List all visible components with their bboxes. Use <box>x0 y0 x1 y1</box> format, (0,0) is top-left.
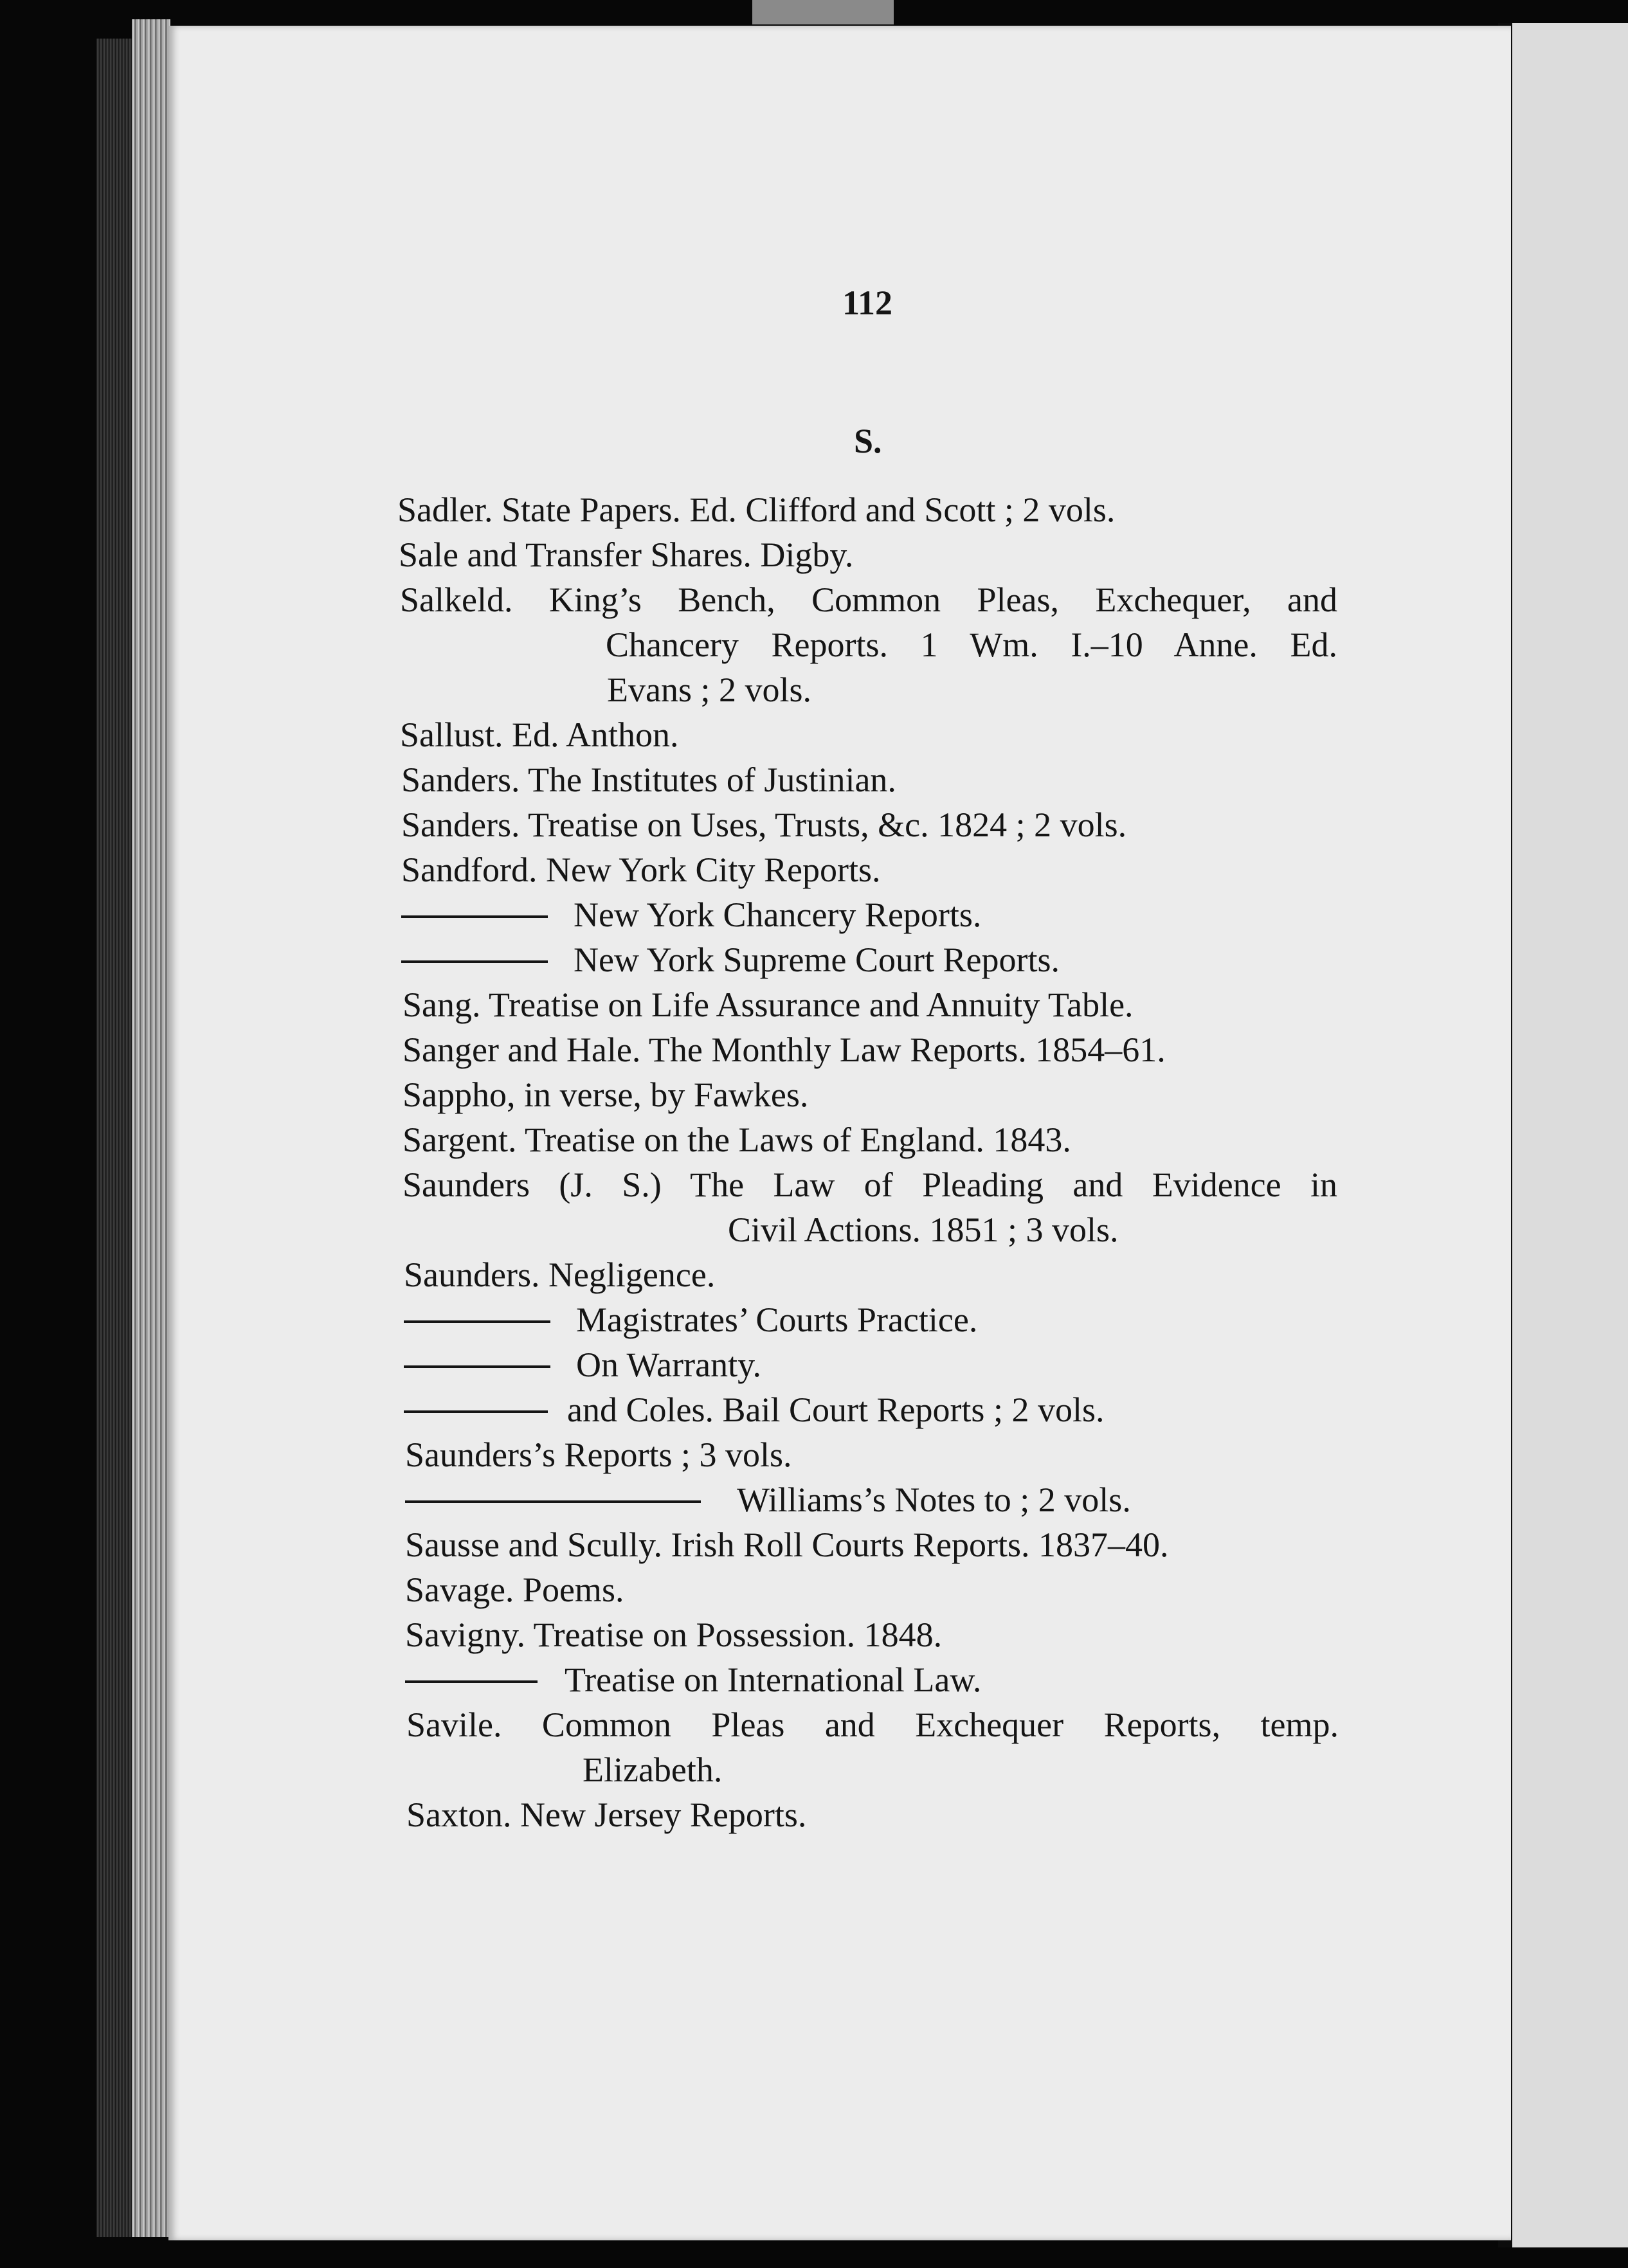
entry-savile <box>406 1702 1339 1747</box>
entry-sanders-uses <box>401 802 1126 847</box>
ditto-dash <box>405 1500 701 1503</box>
entry-sandford-supreme <box>401 937 1060 982</box>
entry-text: Saunders’s Reports ; 3 vols. <box>405 1436 792 1474</box>
entry-text: Treatise on International Law. <box>565 1661 982 1699</box>
entry-savigny-international <box>405 1657 981 1702</box>
entry-saxton <box>406 1792 806 1837</box>
ditto-dash <box>404 1410 548 1413</box>
entry-text: Sang. Treatise on Life Assurance and Annuity Table. <box>402 986 1134 1024</box>
entry-saunders-negligence <box>404 1252 715 1297</box>
entry-text: Sandford. New York City Reports. <box>401 851 881 889</box>
entry-text: Sale and Transfer Shares. Digby. <box>399 536 854 574</box>
entry-text: Saunders. Negligence. <box>404 1256 716 1294</box>
entry-sausse-scully <box>405 1522 1168 1567</box>
entry-text: Sausse and Scully. Irish Roll Courts Reports. 1837–40. <box>405 1526 1169 1564</box>
entry-text: New York Chancery Reports. <box>574 896 982 934</box>
entry-sale-transfer <box>399 532 853 577</box>
entry-sandford-chancery <box>401 892 981 937</box>
entry-text: Sargent. Treatise on the Laws of England. 1843. <box>402 1120 1071 1159</box>
entry-savigny <box>405 1612 942 1657</box>
entry-savage <box>405 1567 624 1612</box>
entry-text: Salkeld. King’s Bench, Common Pleas, Exchequer, and <box>400 580 1337 619</box>
entry-text: On Warranty. <box>576 1346 762 1384</box>
entry-sadler <box>397 487 1274 532</box>
ditto-dash <box>405 1680 538 1683</box>
entry-text: Saxton. New Jersey Reports. <box>406 1796 807 1834</box>
entry-saunders-js <box>402 1162 1337 1207</box>
ditto-dash <box>404 1365 550 1368</box>
entry-text: Sanders. Treatise on Uses, Trusts, &c. 1824 ; 2 vols. <box>401 806 1127 844</box>
entry-saunders-magistrates <box>404 1297 977 1342</box>
entry-text: Civil Actions. 1851 ; 3 vols. <box>728 1210 1119 1249</box>
entry-saunders-warranty <box>404 1342 761 1387</box>
facing-page-edge <box>1506 23 1628 2247</box>
entry-text: Magistrates’ Courts Practice. <box>576 1300 978 1339</box>
entry-saunders-coles <box>404 1387 1104 1432</box>
entry-sallust <box>400 712 679 757</box>
entry-text: Sappho, in verse, by Fawkes. <box>402 1076 809 1114</box>
entry-text: Evans ; 2 vols. <box>607 670 811 709</box>
entry-text: Sallust. Ed. Anthon. <box>400 716 679 754</box>
entry-text: Sanders. The Institutes of Justinian. <box>401 760 896 799</box>
book-page-edges <box>132 19 170 2237</box>
entry-text: Sanger and Hale. The Monthly Law Reports. 1854–61. <box>402 1030 1166 1069</box>
entry-savile-cont <box>583 1747 722 1792</box>
entry-text: and Coles. Bail Court Reports ; 2 vols. <box>567 1390 1105 1429</box>
entry-text: Saunders (J. S.) The Law of Pleading and Evidence in <box>402 1166 1337 1204</box>
entry-text: New York Supreme Court Reports. <box>574 941 1060 979</box>
entry-text: Sadler. State Papers. Ed. Clifford and Scott ; 2 vols. <box>397 491 1116 529</box>
scan-tab-scrap <box>752 0 894 24</box>
ditto-dash <box>401 960 548 963</box>
section-letter: S. <box>854 422 882 460</box>
entry-salkeld-cont-2 <box>607 667 811 712</box>
book-edge-dark <box>96 39 132 2237</box>
ditto-dash <box>401 915 548 918</box>
entry-williams-notes <box>405 1477 1131 1522</box>
entry-text: Savile. Common Pleas and Exchequer Reports, temp. <box>406 1706 1339 1744</box>
entry-salkeld-cont-1 <box>606 622 1337 667</box>
entry-text: Savage. Poems. <box>405 1571 624 1609</box>
entry-salkeld <box>400 577 1337 622</box>
entry-sanders-justinian <box>401 757 896 802</box>
page-number: 112 <box>842 284 893 322</box>
entry-sappho <box>402 1072 808 1117</box>
entry-sandford <box>401 847 881 892</box>
entry-sargent <box>402 1117 1071 1162</box>
entry-sang <box>402 982 1134 1027</box>
entry-text: Chancery Reports. 1 Wm. I.–10 Anne. Ed. <box>606 626 1337 664</box>
entry-sanger-hale <box>402 1027 1166 1072</box>
ditto-dash <box>404 1320 550 1323</box>
entry-text: Williams’s Notes to ; 2 vols. <box>737 1480 1131 1519</box>
entry-saunders-js-cont <box>728 1207 1119 1252</box>
entry-saunders-reports <box>405 1432 792 1477</box>
entry-text: Elizabeth. <box>583 1751 723 1789</box>
entry-text: Savigny. Treatise on Possession. 1848. <box>405 1616 943 1654</box>
